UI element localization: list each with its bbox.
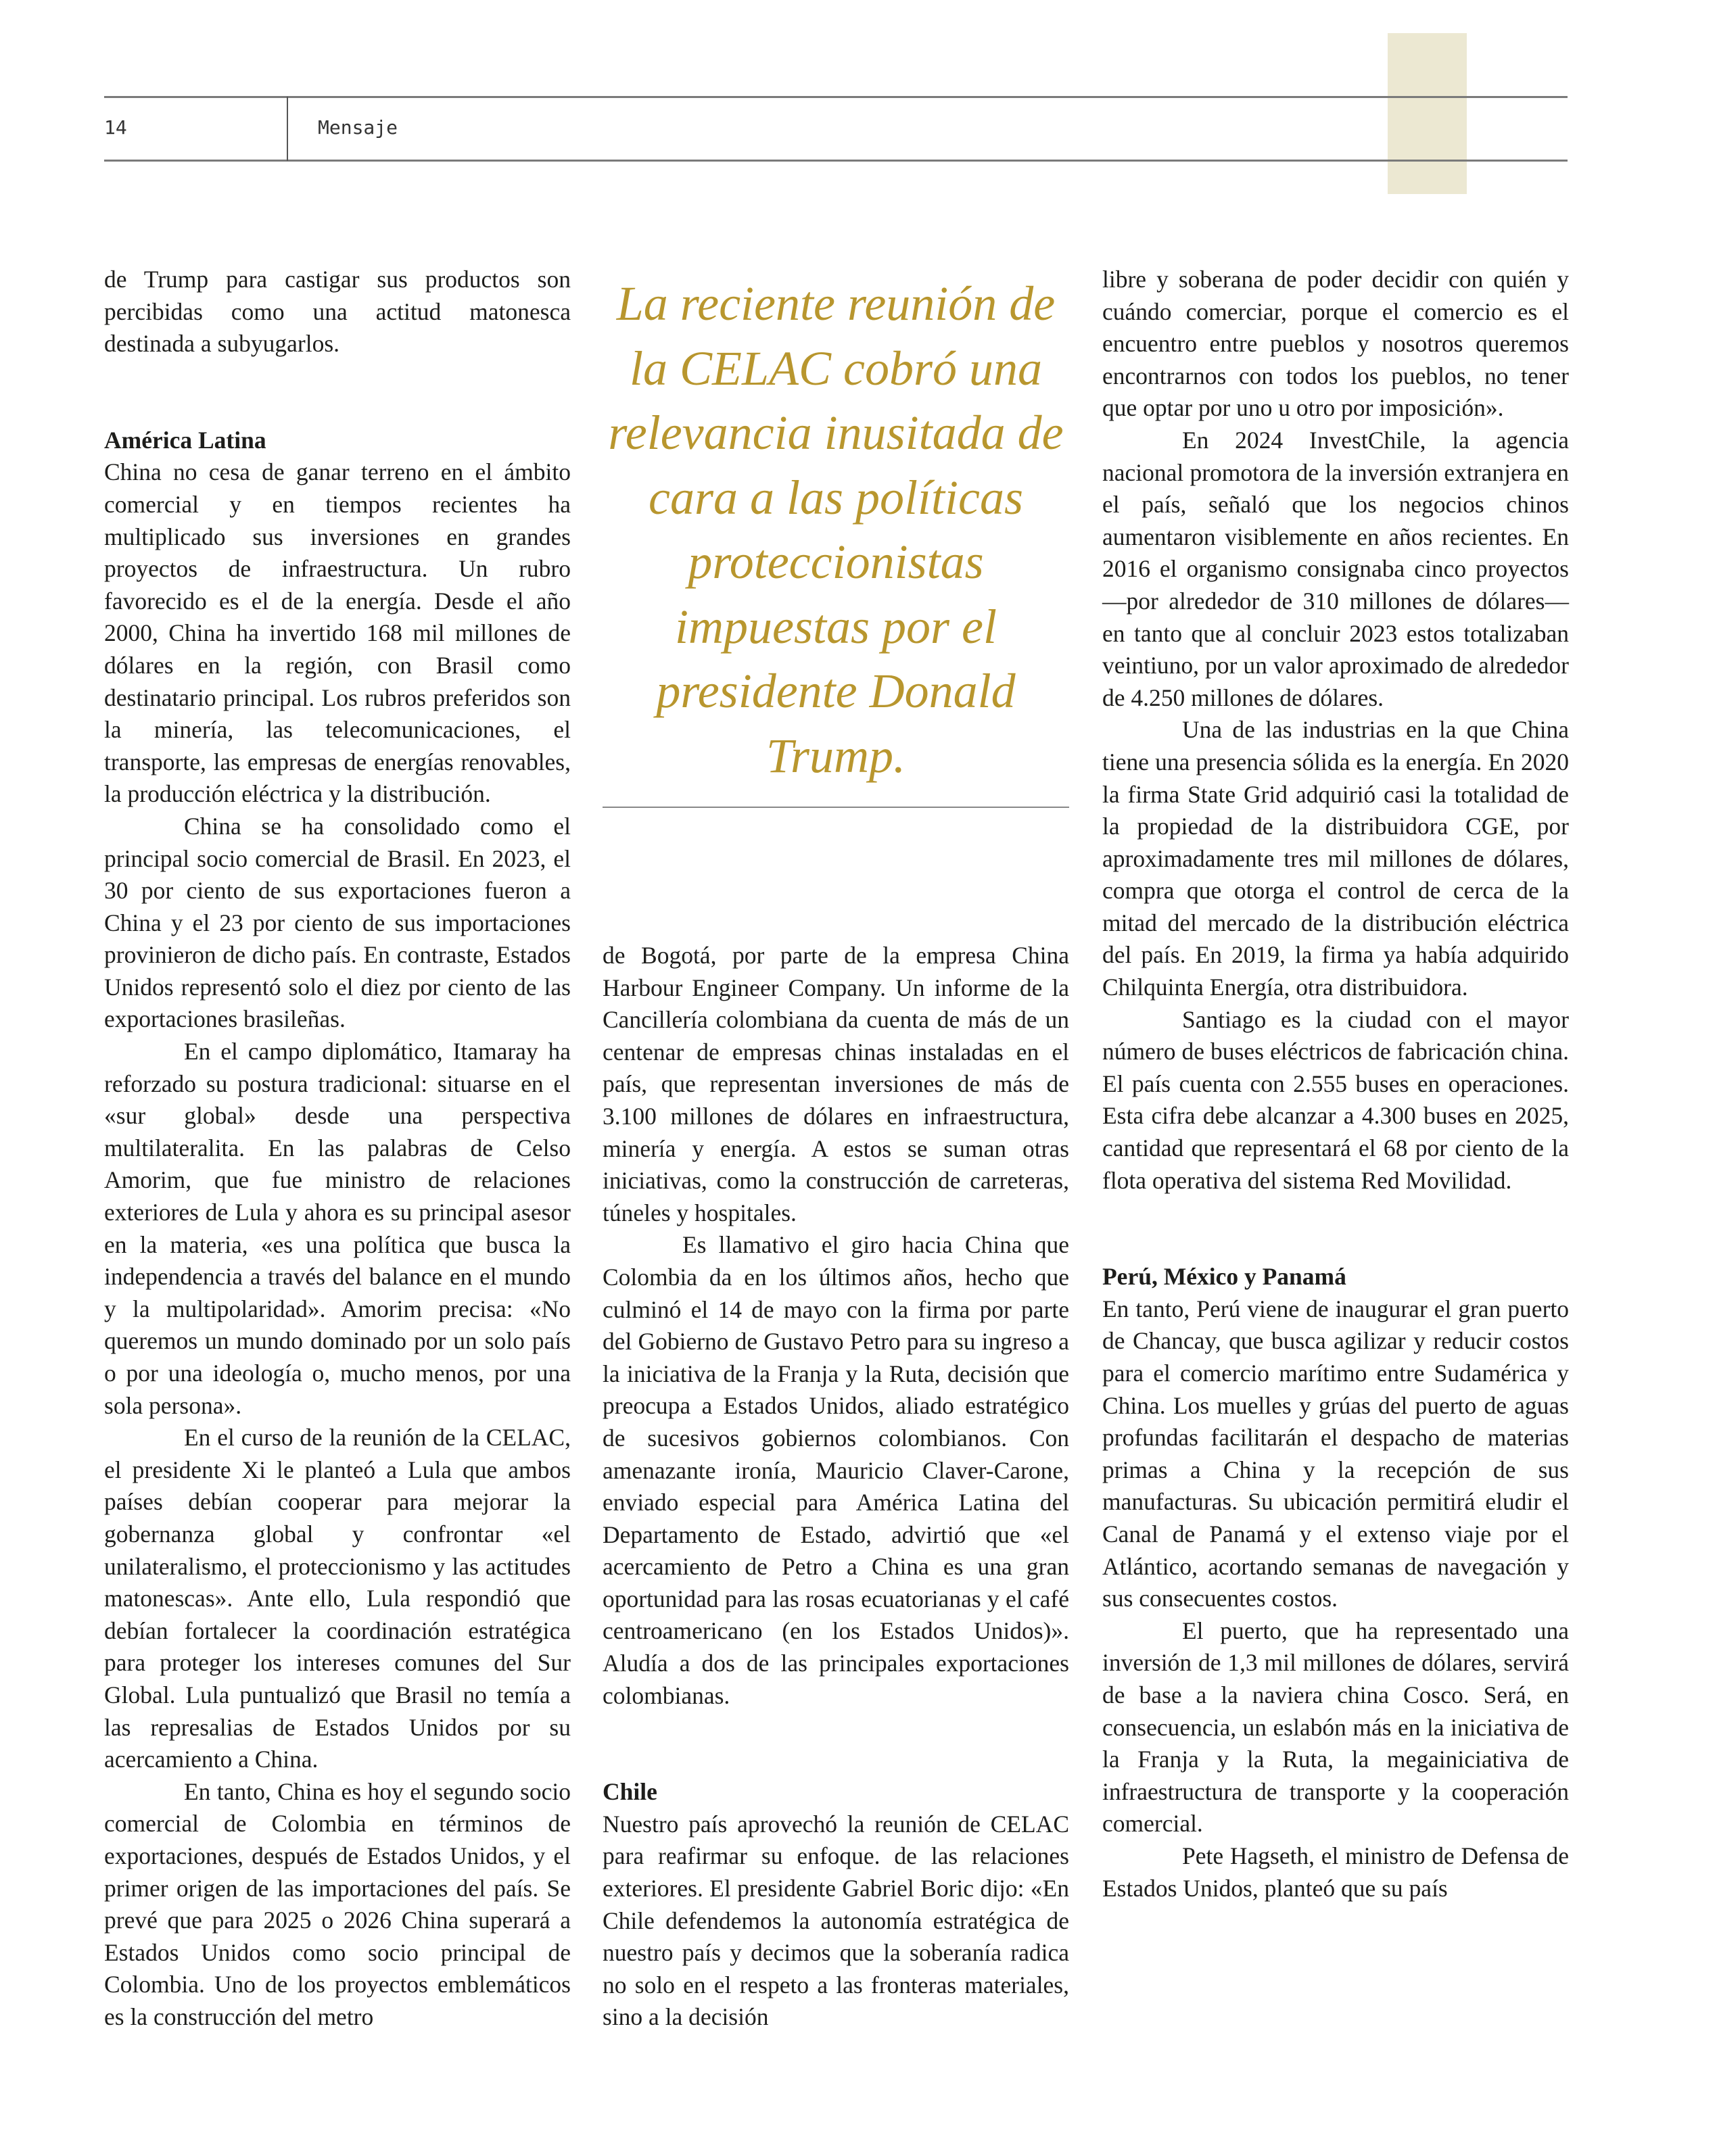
- column-2: [603, 940, 1069, 2034]
- column-3: [1102, 264, 1569, 1905]
- paragraph: China se ha consolidado como el principal socio comercial de Brasil. En 2023, el 30 por ciento de sus exportaciones fueron a China y el 23 por ciento de sus importaciones provinieron de dicho país. En contraste, Estados Unidos representó solo el diez por ciento de las exportaciones brasileñas.: [104, 812, 571, 1033]
- header-divider: [287, 97, 288, 161]
- section-tab-marker: [1388, 33, 1467, 194]
- column-1: [104, 264, 571, 2033]
- paragraph: Nuestro país aprovechó la reunión de CELAC para reafirmar su enfoque. de las relaciones exteriores. El presidente Gabriel Boric dijo: «En Chile defendemos la autonomía estratégica de nuestro país y decimos que la soberanía radica no solo en el respeto a las fronteras materiales, sino a la decisión: [603, 1810, 1069, 2031]
- paragraph: El puerto, que ha representado una inversión de 1,3 mil millones de dólares, servirá de base a la naviera china Cosco. Será, en consecuencia, un eslabón más en la iniciativa de la Franja y la Ruta, la megainiciativa de infraestructura de transporte y la cooperación comercial.: [1102, 1616, 1569, 1838]
- paragraph: Una de las industrias en la que China tiene una presencia sólida es la energía. En 2020 la firma State Grid adquirió casi la totalidad de la propiedad de la distribuidora CGE, por aproximadamente tres mil millones de dólares, compra que otorga el control de cerca de la mitad del mercado de la distribución eléctrica del país. En 2019, la firma ya había adquirido Chilquinta Energía, otra distribuidora.: [1102, 716, 1569, 1001]
- section-name: Mensaje: [318, 116, 398, 139]
- paragraph: de Trump para castigar sus productos son percibidas como una actitud matonesca destinada a subyugarlos.: [104, 266, 571, 358]
- paragraph: En el campo diplomático, Itamaray ha reforzado su postura tradicional: situarse en el «sur global» desde una perspectiva multilateralita. En las palabras de Celso Amorim, que fue ministro de relaciones exteriores de Lula y ahora es su principal asesor en la materia, «es una política que busca la independencia a través del balance en el mundo y la multipolaridad». Amorim precisa: «No queremos un mundo dominado por un solo país o por una ideología o, mucho menos, por una sola persona».: [104, 1038, 571, 1419]
- subheading: América Latina: [104, 426, 266, 454]
- paragraph: de Bogotá, por parte de la empresa China Harbour Engineer Company. Un informe de la Cancillería colombiana da cuenta de más de un centenar de empresas chinas instaladas en el país, que representan inversiones de más de 3.100 millones de dólares en infraestructura, minería y energía. A estos se suman otras iniciativas, como la construcción de carreteras, túneles y hospitales.: [603, 942, 1069, 1226]
- subheading: Chile: [603, 1778, 657, 1806]
- paragraph: Santiago es la ciudad con el mayor número de buses eléctricos de fabricación china. El país cuenta con 2.555 buses en operaciones. Esta cifra debe alcanzar a 4.300 buses en 2025, cantidad que representará el 68 por ciento de la flota operativa del sistema Red Movilidad.: [1102, 1005, 1569, 1194]
- paragraph: En tanto, Perú viene de inaugurar el gran puerto de Chancay, que busca agilizar y reducir costos para el comercio marítimo entre Sudamérica y China. Los muelles y grúas del puerto de aguas profundas facilitarán el despacho de materias primas a China y la recepción de sus manufacturas. Su ubicación permitirá eludir el Canal de Panamá y el extenso viaje por el Atlántico, acortando semanas de navegación y sus consecuentes costos.: [1102, 1295, 1569, 1612]
- header-top-rule: [104, 96, 1568, 98]
- pull-quote: La reciente reunión de la CELAC cobró una relevancia inusitada de cara a las políticas proteccionistas impuestas por el presidente Donald Trump.: [608, 277, 1064, 783]
- paragraph: En 2024 InvestChile, la agencia nacional promotora de la inversión extranjera en el país, señaló que los negocios chinos aumentaron visiblemente en años recientes. En 2016 el organismo consignaba cinco proyectos —por alrededor de 310 millones de dólares— en tanto que al concluir 2023 estos totalizaban veintiuno, por un valor aproximado de alrededor de 4.250 millones de dólares.: [1102, 426, 1569, 711]
- paragraph: En el curso de la reunión de la CELAC, el presidente Xi le planteó a Lula que ambos países debían cooperar para mejorar la gobernanza global y confrontar «el unilateralismo, el proteccionismo y las actitudes matonescas». Ante ello, Lula respondió que debían fortalecer la coordinación estratégica para proteger los intereses comunes del Sur Global. Lula puntualizó que Brasil no temía a las represalias de Estados Unidos por su acercamiento a China.: [104, 1424, 571, 1773]
- pull-quote-rule: [603, 807, 1069, 808]
- page-number: 14: [104, 116, 127, 139]
- header-bottom-rule: [104, 160, 1568, 162]
- subheading: Perú, México y Panamá: [1102, 1263, 1346, 1291]
- paragraph: China no cesa de ganar terreno en el ámbito comercial y en tiempos recientes ha multiplicado sus inversiones en grandes proyectos de infraestructura. Un rubro favorecido es el de la energía. Desde el año 2000, China ha invertido 168 mil millones de dólares en la región, con Brasil como destinatario principal. Los rubros preferidos son la minería, las telecomunicaciones, el transporte, las empresas de energías renovables, la producción eléctrica y la distribución.: [104, 458, 571, 808]
- paragraph: En tanto, China es hoy el segundo socio comercial de Colombia en términos de exportaciones, después de Estados Unidos, y el primer origen de las importaciones del país. Se prevé que para 2025 o 2026 China superará a Estados Unidos como socio principal de Colombia. Uno de los proyectos emblemáticos es la construcción del metro: [104, 1777, 571, 2030]
- paragraph: libre y soberana de poder decidir con quién y cuándo comerciar, porque el comercio es el encuentro entre pueblos y nosotros queremos encontrarnos con todos los pueblos, no tener que optar por uno u otro por imposición».: [1102, 266, 1569, 422]
- paragraph: Pete Hagseth, el ministro de Defensa de Estados Unidos, planteó que su país: [1102, 1842, 1569, 1902]
- paragraph: Es llamativo el giro hacia China que Colombia da en los últimos años, hecho que culminó el 14 de mayo con la firma por parte del Gobierno de Gustavo Petro para su ingreso a la iniciativa de la Franja y la Ruta, decisión que preocupa a Estados Unidos, aliado estratégico de sucesivos gobiernos colombianos. Con amenazante ironía, Mauricio Claver-Carone, enviado especial para América Latina del Departamento de Estado, advirtió que «el acercamiento de Petro a China es una gran oportunidad para las rosas ecuatorianas y el café centroamericano (en los Estados Unidos)». Aludía a dos de las principales exportaciones colombianas.: [603, 1231, 1069, 1709]
